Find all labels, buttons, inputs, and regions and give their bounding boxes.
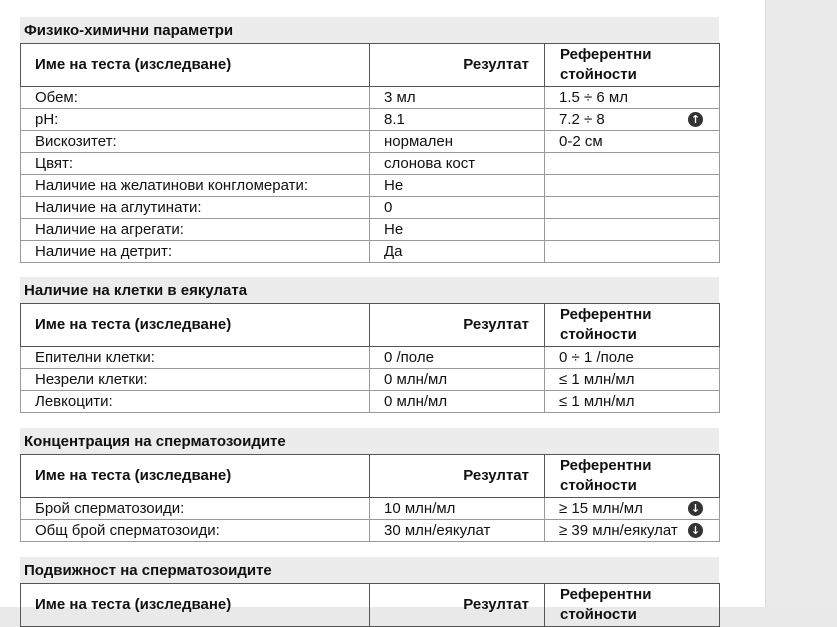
test-name-cell: Обем: <box>21 87 370 109</box>
results-table <box>20 43 720 263</box>
reference-line-1: Референтни <box>560 586 652 603</box>
reference-cell <box>545 175 720 197</box>
result-cell: 8.1 <box>370 109 545 131</box>
test-name-cell: Левкоцити: <box>21 391 370 413</box>
reference-value: 1.5 ÷ 6 мл <box>559 89 628 106</box>
result-cell: 0 млн/мл <box>370 391 545 413</box>
test-name-cell: Наличие на желатинови конгломерати: <box>21 175 370 197</box>
results-table <box>20 303 720 413</box>
reference-line-2: стойности <box>560 606 637 623</box>
table-row <box>21 498 720 520</box>
result-cell: слонова кост <box>370 153 545 175</box>
reference-cell <box>545 131 720 153</box>
column-header-result: Резултат <box>370 304 545 347</box>
test-name-cell: Вискозитет: <box>21 131 370 153</box>
column-header-result: Резултат <box>370 455 545 498</box>
section-title: Физико-химични параметри <box>20 17 719 43</box>
arrow-up-circle-icon: ↑ <box>688 112 703 127</box>
reference-cell <box>545 520 720 542</box>
table-row <box>21 241 720 263</box>
test-name-cell: Общ брой сперматозоиди: <box>21 520 370 542</box>
result-cell: 10 млн/мл <box>370 498 545 520</box>
reference-cell <box>545 391 720 413</box>
reference-value: 0-2 см <box>559 133 603 150</box>
result-cell: 30 млн/еякулат <box>370 520 545 542</box>
section-concentration <box>20 428 719 542</box>
column-header-test: Име на теста (изследване) <box>21 304 370 347</box>
reference-line-1: Референтни <box>560 457 652 474</box>
reference-cell <box>545 109 720 131</box>
result-cell: Не <box>370 175 545 197</box>
results-table <box>20 583 720 627</box>
test-name-cell: pH: <box>21 109 370 131</box>
column-header-test: Име на теста (изследване) <box>21 584 370 627</box>
reference-value: ≥ 39 млн/еякулат <box>559 522 678 539</box>
reference-line-2: стойности <box>560 326 637 343</box>
result-cell: Да <box>370 241 545 263</box>
section-cells <box>20 277 719 413</box>
table-header-row <box>21 44 720 87</box>
reference-line-2: стойности <box>560 477 637 494</box>
column-header-reference <box>545 44 720 87</box>
reference-cell <box>545 369 720 391</box>
table-row <box>21 197 720 219</box>
result-cell: Не <box>370 219 545 241</box>
table-row <box>21 131 720 153</box>
test-name-cell: Незрели клетки: <box>21 369 370 391</box>
table-header-row <box>21 455 720 498</box>
reference-value: ≤ 1 млн/мл <box>559 393 635 410</box>
table-row <box>21 153 720 175</box>
reference-cell <box>545 347 720 369</box>
test-name-cell: Наличие на аглутинати: <box>21 197 370 219</box>
reference-value: ≤ 1 млн/мл <box>559 371 635 388</box>
result-cell: 0 млн/мл <box>370 369 545 391</box>
table-row <box>21 347 720 369</box>
column-header-reference <box>545 584 720 627</box>
arrow-down-circle-icon: ↓ <box>688 523 703 538</box>
column-header-reference <box>545 455 720 498</box>
test-name-cell: Брой сперматозоиди: <box>21 498 370 520</box>
result-cell: 3 мл <box>370 87 545 109</box>
column-header-result: Резултат <box>370 44 545 87</box>
reference-value: ≥ 15 млн/мл <box>559 500 643 517</box>
test-name-cell: Наличие на агрегати: <box>21 219 370 241</box>
test-name-cell: Епителни клетки: <box>21 347 370 369</box>
result-cell: 0 /поле <box>370 347 545 369</box>
column-header-reference <box>545 304 720 347</box>
reference-value: 0 ÷ 1 /поле <box>559 349 634 366</box>
reference-cell <box>545 219 720 241</box>
section-title: Подвижност на сперматозоидите <box>20 557 719 583</box>
reference-cell <box>545 241 720 263</box>
reference-cell <box>545 197 720 219</box>
table-row <box>21 175 720 197</box>
section-title: Концентрация на сперматозоидите <box>20 428 719 454</box>
test-name-cell: Цвят: <box>21 153 370 175</box>
column-header-test: Име на теста (изследване) <box>21 44 370 87</box>
section-title: Наличие на клетки в еякулата <box>20 277 719 303</box>
column-header-result: Резултат <box>370 584 545 627</box>
result-cell: нормален <box>370 131 545 153</box>
result-cell: 0 <box>370 197 545 219</box>
reference-line-2: стойности <box>560 66 637 83</box>
side-gutter <box>765 0 837 607</box>
reference-line-1: Референтни <box>560 306 652 323</box>
reference-line-1: Референтни <box>560 46 652 63</box>
table-row <box>21 391 720 413</box>
reference-cell <box>545 153 720 175</box>
section-motility <box>20 557 719 627</box>
table-row <box>21 87 720 109</box>
section-physico-chemical <box>20 17 719 263</box>
table-row <box>21 219 720 241</box>
arrow-down-circle-icon: ↓ <box>688 501 703 516</box>
reference-cell <box>545 498 720 520</box>
reference-value: 7.2 ÷ 8 <box>559 111 605 128</box>
column-header-test: Име на теста (изследване) <box>21 455 370 498</box>
table-row <box>21 369 720 391</box>
table-row <box>21 109 720 131</box>
reference-cell <box>545 87 720 109</box>
table-header-row <box>21 304 720 347</box>
test-name-cell: Наличие на детрит: <box>21 241 370 263</box>
table-header-row <box>21 584 720 627</box>
results-table <box>20 454 720 542</box>
table-row <box>21 520 720 542</box>
